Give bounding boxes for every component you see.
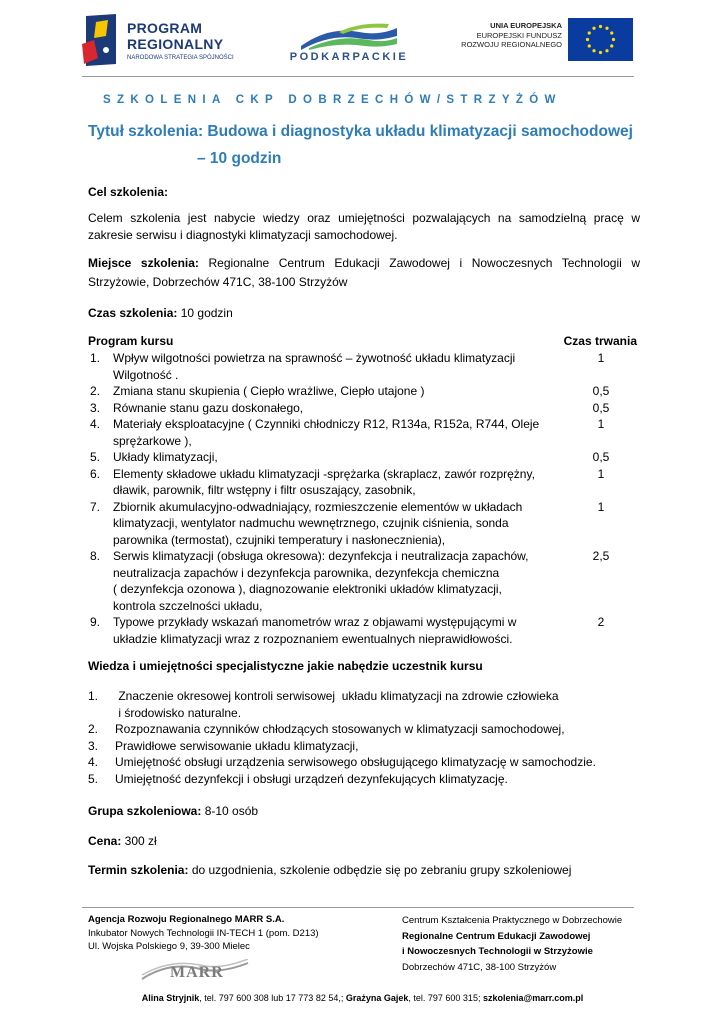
- program-item-text: [113, 449, 545, 466]
- program-item-line: Serwis klimatyzacji (obsługa okresowa): dezynfekcja i neutralizacja zapachów,: [113, 549, 529, 563]
- program-item-number: 8.: [89, 549, 100, 563]
- contact-email-link[interactable]: szkolenia@marr.com.pl: [482, 993, 584, 1003]
- marr-logo-icon: [140, 959, 250, 981]
- time-paragraph: [88, 305, 233, 321]
- program-item-number: 2.: [89, 384, 100, 398]
- skill-item-number: 2.: [88, 722, 99, 736]
- program-item: [88, 416, 640, 449]
- skill-item-line: i środowisko naturalne.: [115, 705, 242, 720]
- skill-item-text: [115, 688, 640, 721]
- program-label: Program kursu: [88, 334, 174, 348]
- program-item-line: Elementy składowe układu klimatyzacji -sprężarka (skraplacz, zawór rozprężny,: [113, 466, 535, 481]
- eu-star-icon: [588, 31, 591, 34]
- duration-label: Czas trwania: [563, 334, 637, 348]
- program-item-text: [113, 499, 545, 549]
- program-items: [88, 350, 640, 647]
- program-item-duration: 1: [597, 466, 605, 481]
- footer-right-line3: i Nowoczesnych Technologii w Strzyżowie: [402, 946, 593, 957]
- program-item-duration: 2: [597, 615, 605, 629]
- eu-star-icon: [586, 38, 589, 41]
- eu-star-icon: [610, 31, 613, 34]
- contact-name-1: Alina Stryjnik: [141, 993, 200, 1003]
- marr-logo: [140, 959, 250, 981]
- footer-left: [88, 913, 319, 954]
- skills-list: [88, 688, 640, 787]
- program-item-text: [113, 383, 545, 400]
- program-item-duration: 2,5: [592, 549, 610, 563]
- program-item: [88, 449, 640, 466]
- program-item-text: [113, 466, 545, 499]
- program-item-number: 3.: [89, 400, 100, 415]
- header-divider: [82, 76, 634, 77]
- program-logo-line2: REGIONALNY: [127, 36, 224, 52]
- footer-left-line3: Ul. Wojska Polskiego 9, 39-300 Mielec: [88, 941, 250, 952]
- program-item: [88, 350, 640, 383]
- program-item-duration: 0,5: [592, 384, 610, 398]
- skill-item-line: Rozpoznawania czynników chłodzących stosowanych w klimatyzacji samochodowej,: [115, 722, 565, 736]
- skill-item-text: [115, 721, 640, 738]
- term-value: do uzgodnienia, szkolenie odbędzie się po zebraniu grupy szkoleniowej: [188, 863, 572, 877]
- footer-right-line4: Dobrzechów 471C, 38-100 Strzyżów: [402, 961, 557, 973]
- place-text: Regionalne Centrum Edukacji Zawodowej i Nowoczesnych Technologii w Strzyżowie, Dobrzechów 471C, 38-100 Strzyżów: [88, 256, 640, 289]
- skill-item: [88, 754, 640, 771]
- program-item-line: Zmiana stanu skupienia ( Ciepło wrażliwe, Ciepło utajone ): [113, 384, 425, 398]
- price-paragraph: [88, 833, 157, 849]
- skill-item-number: 5.: [88, 771, 99, 786]
- term-label: Termin szkolenia:: [88, 863, 189, 877]
- eu-logo-text: [440, 21, 562, 50]
- podkarpackie-logo: [284, 22, 414, 66]
- footer-divider: [82, 907, 634, 908]
- program-item-number: 7.: [89, 499, 100, 514]
- program-header: [88, 334, 640, 350]
- course-title: Tytuł szkolenia: Budowa i diagnostyka układu klimatyzacji samochodowej: [88, 123, 633, 140]
- program-item-line: dławik, parownik, filtr wstępny i filtr osuszający, zasobnik,: [113, 483, 416, 497]
- price-label: Cena:: [88, 834, 122, 848]
- eu-star-icon: [605, 49, 608, 52]
- goal-text: Celem szkolenia jest nabycie wiedzy oraz umiejętności pozwalających na samodzielną pracę w zakresie serwisu i diagnostyki klimatyzacji samochodowej.: [88, 211, 640, 242]
- program-item-text: [113, 614, 545, 647]
- footer-right-line1: Centrum Kształcenia Praktycznego w Dobrzechowie: [402, 915, 623, 926]
- footer-left-line1: Agencja Rozwoju Regionalnego MARR S.A.: [88, 914, 285, 925]
- program-item-line: Typowe przykłady wskazań manometrów wraz z objawami występującymi w: [113, 615, 517, 629]
- eu-star-icon: [605, 27, 608, 30]
- skill-item: [88, 738, 640, 755]
- eu-logo-line3: ROZWOJU REGIONALNEGO: [461, 40, 562, 50]
- contact-name-2: Grażyna Gajek: [345, 993, 409, 1003]
- skill-item-text: [115, 771, 640, 788]
- contact-phone-2: , tel. 797 600 315;: [408, 993, 483, 1003]
- program-item: [88, 466, 640, 499]
- program-item-duration: 1: [597, 499, 605, 514]
- group-label: Grupa szkoleniowa:: [88, 804, 202, 818]
- time-value: 10 godzin: [177, 306, 233, 320]
- skills-label: Wiedza i umiejętności specjalistyczne jakie nabędzie uczestnik kursu: [88, 659, 483, 673]
- skill-item-line: Umiejętność dezynfekcji i obsługi urządzeń dezynfekujących klimatyzację.: [115, 771, 508, 786]
- spaced-heading: SZKOLENIA CKP DOBRZECHÓW/STRZYŻÓW: [103, 94, 562, 106]
- program-item: [88, 614, 640, 647]
- eu-star-icon: [610, 44, 613, 47]
- skill-item-text: [115, 738, 640, 755]
- contact-phone-1: , tel. 797 600 308 lub 17 773 82 54,;: [199, 993, 346, 1003]
- program-logo-line1: PROGRAM: [127, 20, 203, 36]
- price-value: 300 zł: [121, 834, 157, 848]
- eu-star-icon: [599, 51, 602, 54]
- group-paragraph: [88, 803, 258, 819]
- program-item-duration: 1: [597, 417, 605, 431]
- footer-right: [402, 913, 622, 975]
- program-item-line: Równanie stanu gazu doskonałego,: [113, 400, 304, 415]
- program-item-number: 4.: [89, 417, 100, 431]
- program-flag-icon: [82, 14, 118, 66]
- footer-left-line2: Inkubator Nowych Technologii IN-TECH 1 (pom. D213): [88, 927, 319, 939]
- program-item-line: parownika (termostat), czujniki temperatury i nasłonecznienia),: [113, 532, 446, 547]
- svg-text:MARR: MARR: [170, 964, 224, 981]
- program-regionalny-logo: [82, 14, 257, 66]
- program-item-number: 9.: [89, 615, 100, 629]
- place-label: Miejsce szkolenia:: [88, 256, 199, 270]
- program-item: [88, 548, 640, 614]
- program-item-number: 6.: [89, 466, 100, 481]
- eu-logo-line1: UNIA EUROPEJSKA: [490, 21, 562, 30]
- program-item-line: kontrola szczelności układu,: [113, 598, 263, 613]
- program-item-line: neutralizacja zapachów i dezynfekcja parownika, dezynfekcja chemiczna: [113, 565, 500, 580]
- eu-star-icon: [612, 38, 615, 41]
- skill-item-number: 3.: [88, 738, 99, 753]
- skill-item-text: [115, 754, 640, 771]
- program-logo-subtitle: NARODOWA STRATEGIA SPÓJNOŚCI: [127, 55, 234, 61]
- program-item-duration: 0,5: [592, 400, 610, 415]
- podkarpackie-text: PODKARPACKIE: [289, 51, 409, 63]
- program-item-number: 5.: [89, 450, 100, 464]
- program-item-number: 1.: [89, 351, 100, 365]
- time-label: Czas szkolenia:: [88, 306, 178, 320]
- program-item-line: układzie klimatyzacji wraz z rozpoznaniem ewentualnych nieprawidłowości.: [113, 631, 513, 646]
- eu-star-icon: [592, 27, 595, 30]
- course-duration-title: – 10 godzin: [197, 150, 282, 167]
- program-item: [88, 400, 640, 417]
- podkarpackie-hills-icon: [299, 22, 399, 50]
- program-item-line: klimatyzacji, wentylator nadmuchu wewnętrznego, czujnik ciśnienia, sonda: [113, 516, 509, 530]
- program-item-duration: 1: [597, 351, 605, 365]
- program-item-text: [113, 548, 545, 614]
- skill-item-line: Znaczenie okresowej kontroli serwisowej układu klimatyzacji na zdrowie człowieka: [115, 689, 559, 703]
- goal-label: Cel szkolenia:: [88, 185, 169, 199]
- program-item-line: sprężarkowe ),: [113, 433, 192, 448]
- program-item-text: [113, 400, 545, 417]
- skill-item: [88, 771, 640, 788]
- eu-flag-icon: [568, 18, 633, 61]
- program-item-line: Materiały eksploatacyjne ( Czynniki chłodniczy R12, R134a, R152a, R744, Oleje: [113, 417, 540, 431]
- skill-item-number: 1.: [88, 689, 99, 703]
- program-item-text: [113, 416, 545, 449]
- eu-star-icon: [588, 44, 591, 47]
- program-item-text: [113, 350, 545, 383]
- skill-item: [88, 688, 640, 721]
- skill-item-line: Umiejętność obsługi urządzenia serwisowego obsługującego klimatyzację w samochodzie.: [115, 755, 596, 769]
- group-value: 8-10 osób: [201, 804, 259, 818]
- program-item-line: Układy klimatyzacji,: [113, 450, 218, 464]
- footer-right-line2: Regionalne Centrum Edukacji Zawodowej: [402, 930, 591, 942]
- eu-logo-line2: EUROPEJSKI FUNDUSZ: [476, 30, 562, 40]
- program-item-line: Wilgotność .: [113, 367, 179, 382]
- term-paragraph: [88, 862, 571, 878]
- program-list: [88, 334, 640, 647]
- eu-star-icon: [592, 49, 595, 52]
- program-item-line: Wpływ wilgotności powietrza na sprawność – żywotność układu klimatyzacji: [113, 351, 516, 365]
- program-item: [88, 499, 640, 549]
- program-item-line: Zbiornik akumulacyjno-odwadniający, rozmieszczenie elementów w układach: [113, 499, 523, 514]
- contact-line: [0, 993, 725, 1003]
- skill-item-number: 4.: [88, 755, 99, 769]
- program-item-duration: 0,5: [592, 450, 610, 464]
- program-item-line: ( dezynfekcja ozonowa ), diagnozowanie elektroniki układów klimatyzacji,: [113, 582, 502, 596]
- place-paragraph: [88, 254, 640, 292]
- skill-item: [88, 721, 640, 738]
- program-item: [88, 383, 640, 400]
- eu-star-icon: [599, 25, 602, 28]
- skill-item-line: Prawidłowe serwisowanie układu klimatyzacji,: [115, 738, 359, 753]
